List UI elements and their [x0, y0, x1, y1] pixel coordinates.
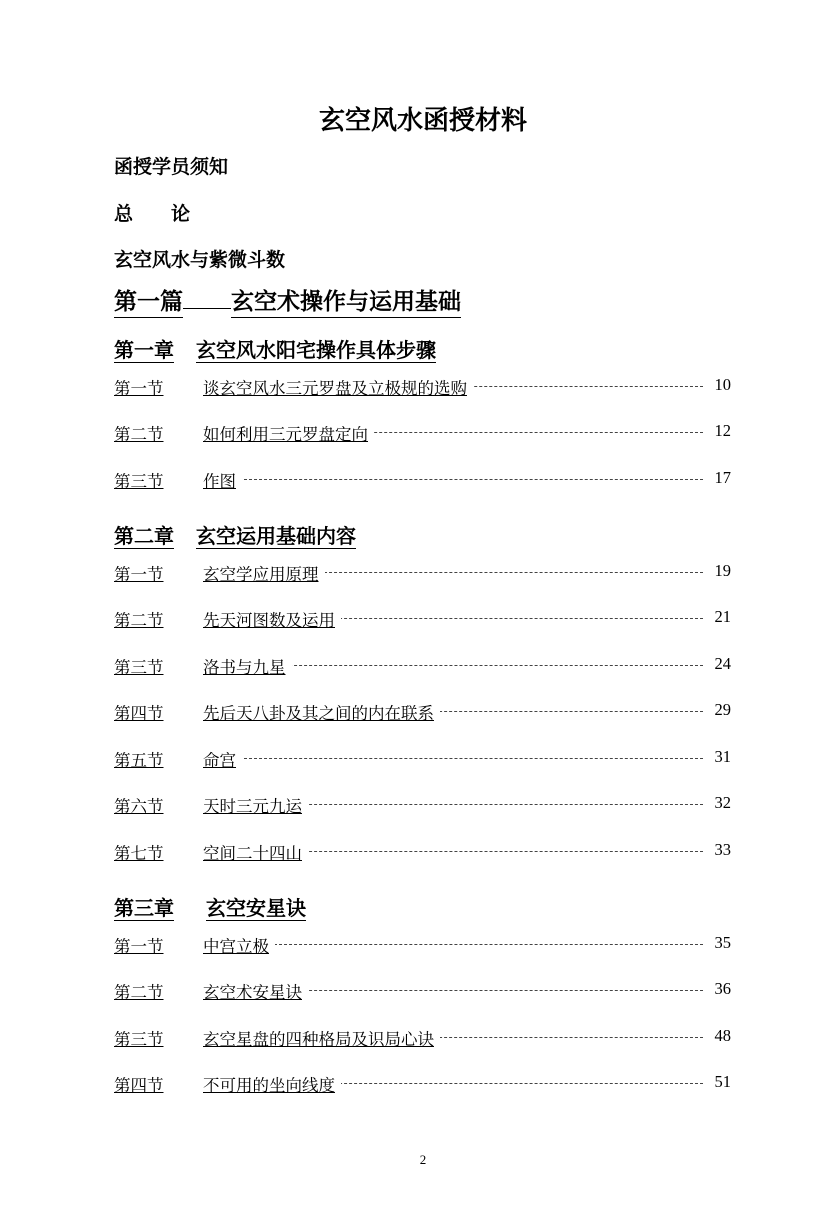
chapter-label: 第一章 [114, 338, 174, 362]
toc-entry[interactable] [114, 979, 731, 1003]
dotted-leader [414, 711, 703, 712]
section-title: 空间二十四山 [203, 840, 308, 864]
chapter-heading [114, 896, 306, 921]
chapter-title: 玄空运用基础内容 [196, 524, 356, 548]
toc-entry[interactable] [114, 607, 731, 631]
dotted-leader [314, 1083, 703, 1084]
section-title: 玄空术安星诀 [203, 979, 308, 1003]
dotted-leader [314, 618, 703, 619]
heading-general-theory: 总 论 [114, 203, 191, 225]
toc-entry[interactable] [114, 747, 731, 771]
dotted-leader [244, 479, 703, 480]
heading-student-notice: 函授学员须知 [114, 156, 229, 178]
section-title: 先天河图数及运用 [203, 607, 341, 631]
toc-entry[interactable] [114, 654, 731, 678]
section-page: 12 [709, 421, 732, 441]
toc-entry[interactable] [114, 561, 731, 585]
toc-entry[interactable] [114, 840, 731, 864]
section-page: 32 [709, 793, 732, 813]
section-number: 第四节 [114, 704, 164, 723]
section-page: 21 [709, 607, 732, 627]
toc-entry[interactable] [114, 700, 731, 724]
dotted-leader [414, 1037, 703, 1038]
part-title: 玄空术操作与运用基础 [231, 289, 461, 318]
dotted-leader [314, 572, 703, 573]
dotted-leader [274, 944, 703, 945]
section-number: 第一节 [114, 565, 164, 584]
section-title: 不可用的坐向线度 [203, 1072, 341, 1096]
part-label: 第一篇 [114, 289, 183, 318]
section-page: 48 [709, 1026, 732, 1046]
section-number: 第二节 [114, 611, 164, 630]
chapter-heading [114, 524, 356, 549]
section-title: 天时三元九运 [203, 793, 308, 817]
toc-entry[interactable] [114, 1026, 731, 1050]
section-page: 17 [709, 468, 732, 488]
section-number: 第二节 [114, 983, 164, 1002]
section-page: 35 [709, 933, 732, 953]
document-title: 玄空风水函授材料 [318, 106, 527, 136]
section-title: 谈玄空风水三元罗盘及立极规的选购 [203, 375, 473, 399]
section-page: 33 [709, 840, 732, 860]
section-title: 中宫立极 [203, 933, 275, 957]
dotted-leader [274, 804, 703, 805]
section-title: 先后天八卦及其之间的内在联系 [203, 700, 440, 724]
section-page: 10 [709, 375, 732, 395]
section-number: 第二节 [114, 425, 164, 444]
dotted-leader [274, 990, 703, 991]
section-number: 第七节 [114, 844, 164, 863]
toc-entry[interactable] [114, 933, 731, 957]
section-page: 31 [709, 747, 732, 767]
section-number: 第三节 [114, 658, 164, 677]
chapter-title: 玄空风水阳宅操作具体步骤 [196, 338, 436, 362]
toc-entry[interactable] [114, 1072, 731, 1096]
section-title: 玄空星盘的四种格局及识局心诀 [203, 1026, 440, 1050]
chapter-label: 第二章 [114, 524, 174, 548]
section-title: 玄空学应用原理 [203, 561, 325, 585]
section-number: 第四节 [114, 1076, 164, 1095]
toc-entry[interactable] [114, 793, 731, 817]
section-page: 36 [709, 979, 732, 999]
section-number: 第三节 [114, 1030, 164, 1049]
section-page: 24 [709, 654, 732, 674]
section-number: 第一节 [114, 379, 164, 398]
toc-entry[interactable] [114, 375, 731, 399]
section-number: 第五节 [114, 751, 164, 770]
part-heading [114, 289, 461, 318]
section-title: 命宫 [203, 747, 242, 771]
chapter-heading [114, 338, 436, 363]
toc-entry[interactable] [114, 468, 731, 492]
section-number: 第六节 [114, 797, 164, 816]
part-gap [183, 308, 231, 309]
page-number: 2 [419, 1152, 427, 1167]
section-page: 51 [709, 1072, 732, 1092]
chapter-title: 玄空安星诀 [206, 896, 306, 920]
section-page: 19 [709, 561, 732, 581]
section-title: 洛书与九星 [203, 654, 292, 678]
dotted-leader [264, 665, 703, 666]
dotted-leader [274, 851, 703, 852]
section-title: 作图 [203, 468, 242, 492]
heading-ziwei: 玄空风水与紫微斗数 [114, 249, 286, 271]
chapter-label: 第三章 [114, 896, 174, 920]
section-title: 如何利用三元罗盘定向 [203, 421, 374, 445]
toc-entry[interactable] [114, 421, 731, 445]
section-number: 第三节 [114, 472, 164, 491]
dotted-leader [244, 758, 703, 759]
section-number: 第一节 [114, 937, 164, 956]
section-page: 29 [709, 700, 732, 720]
